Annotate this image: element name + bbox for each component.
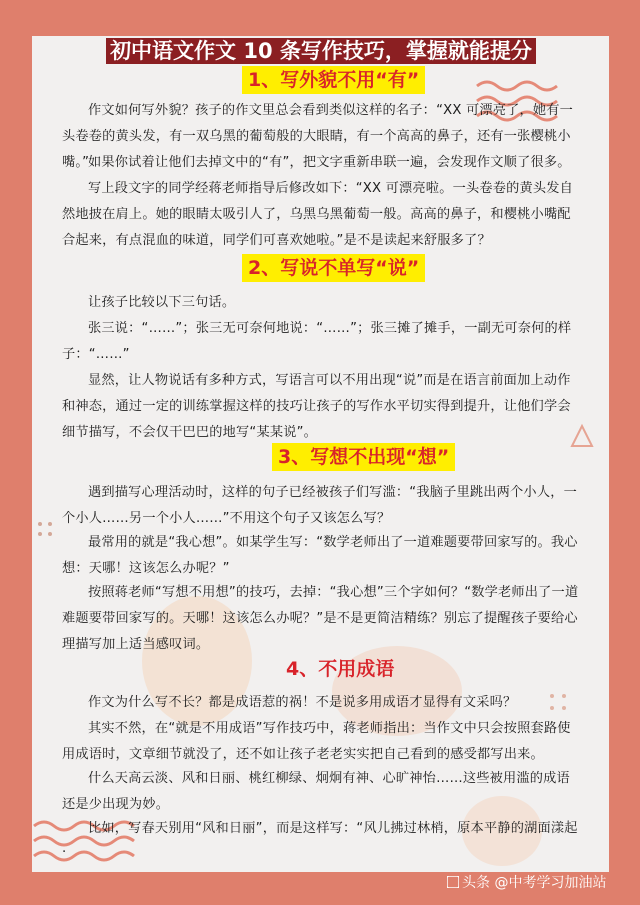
trailing-mark: . [62,841,67,856]
paragraph: 显然，让人物说话有多种方式，写语言可以不用出现“说”而是在语言前面加上动作和神态，通过一定的训练掌握这样的技巧让孩子的写作水平切实得到提升，让他们学会细节描写，不会仅干巴巴的地写“某某说”。 [62,373,571,440]
paragraph: 最常用的就是“我心想”。如某学生写：“数学老师出了一道难题要带回家写的。我心想：天哪！这该怎么办呢？” [62,535,578,576]
section-heading-2: 2、写说不单写“说” [242,254,425,282]
section-heading-1: 1、写外貌不用“有” [242,66,425,94]
paragraph: 作文如何写外貌？孩子的作文里总会看到类似这样的名子：“XX 可漂亮了，她有一头卷卷的黄头发，有一双乌黑的葡萄般的大眼睛，有一个高高的鼻子，还有一张樱桃小嘴。” [62,103,574,170]
paragraph: 遇到描写心理活动时，这样的句子已经被孩子们写滥：“我脑子里跳出两个小人，一个小人……另一个小人……”不用这个句子又该怎么写？ [62,485,577,526]
paragraph: 写上段文字的同学经蒋老师指导后修改如下：“XX 可漂亮啦。一头卷卷的黄头发自然地披在肩上。她的眼睛太吸引人了，乌黑乌黑葡萄一般。高高的鼻子，和樱桃小嘴配合起来，有点混血的味道，同学们可喜欢她啦。”是不是读起来舒服多了？ [62,181,574,248]
watermark: 头条 @中考学习加油站 [462,875,607,891]
paragraph: 如果你试着让他们去掉文中的“有”，把文字重新串联一遍，会发现作文顺了很多。 [88,155,571,170]
page-title: 初中语文作文 10 条写作技巧，掌握就能提分 [106,38,536,64]
section-heading-3: 3、写想不出现“想” [272,443,455,471]
paragraph: 张三说：“……”；张三无可奈何地说：“……”；张三摊了摊手，一副无可奈何的样子：“……” [62,321,572,362]
paragraph: 什么天高云淡、风和日丽、桃红柳绿、炯炯有神、心旷神怡……这些被用滥的成语还是少出现为妙。 [62,771,570,812]
paragraph: 按照蒋老师“写想不用想”的技巧，去掉：“我心想”三个字如何？“数学老师出了一道难题要带回家写的。天哪！这该怎么办呢？”是不是更简洁精练？别忘了提醒孩子要给心理描写加上适当感叹词。 [62,585,579,652]
section-heading-4: 4、不用成语 [286,658,395,680]
paragraph: 其实不然，在“就是不用成语”写作技巧中，蒋老师指出：当作文中只会按照套路使用成语时，文章细节就没了，还不如让孩子老老实实把自己看到的感受都写出来。 [62,721,571,762]
paragraph: 作文为什么写不长？都是成语惹的祸！不是说多用成语才显得有文采吗？ [88,695,517,710]
paragraph: 比如，写春天别用“风和日丽”，而是这样写：“风儿拂过林梢，原本平静的湖面漾起 [88,821,578,836]
paragraph: 让孩子比较以下三句话。 [88,295,236,310]
toutiao-logo-icon [447,876,459,888]
